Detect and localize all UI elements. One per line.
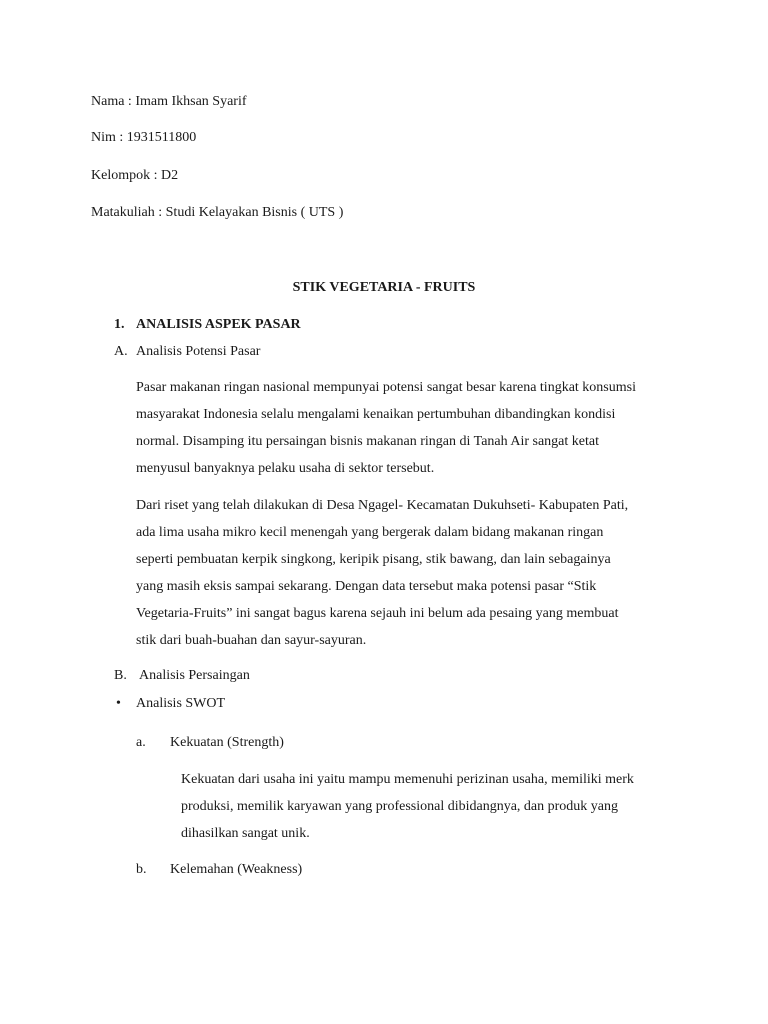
- paragraph-line: yang masih eksis sampai sekarang. Dengan data tersebut maka potensi pasar “Stik: [136, 579, 597, 594]
- nim-line: Nim : 1931511800: [91, 130, 197, 145]
- sub-b-heading: Analisis Persaingan: [139, 668, 250, 683]
- paragraph-line: stik dari buah-buahan dan sayur-sayuran.: [136, 633, 367, 648]
- paragraph-line: masyarakat Indonesia selalu mengalami kenaikan pertumbuhan dibandingkan kondisi: [136, 407, 616, 422]
- item-a-heading: Kekuatan (Strength): [170, 735, 284, 750]
- item-a-marker: a.: [136, 735, 146, 750]
- paragraph-line: normal. Disamping itu persaingan bisnis makanan ringan di Tanah Air sangat ketat: [136, 434, 599, 449]
- bullet-text: Analisis SWOT: [136, 696, 226, 711]
- paragraph-line: produksi, memilik karyawan yang professional dibidangnya, dan produk yang: [181, 799, 619, 814]
- matakuliah-line: Matakuliah : Studi Kelayakan Bisnis ( UTS ): [91, 205, 344, 220]
- paragraph-line: seperti pembuatan kerpik singkong, keripik pisang, stik bawang, dan lain sebagainya: [136, 552, 611, 567]
- paragraph-line: Pasar makanan ringan nasional mempunyai potensi sangat besar karena tingkat konsumsi: [136, 380, 636, 395]
- section-1-number: 1.: [114, 317, 125, 332]
- paragraph-line: ada lima usaha mikro kecil menengah yang bergerak dalam bidang makanan ringan: [136, 525, 604, 540]
- paragraph-line: Dari riset yang telah dilakukan di Desa Ngagel- Kecamatan Dukuhseti- Kabupaten Pati,: [136, 498, 629, 513]
- sub-b-marker: B.: [114, 668, 127, 683]
- paragraph-line: dihasilkan sangat unik.: [181, 826, 310, 841]
- nama-line: Nama : Imam Ikhsan Syarif: [91, 94, 247, 109]
- bullet-icon: •: [116, 696, 121, 711]
- paragraph-line: Vegetaria-Fruits” ini sangat bagus karena sejauh ini belum ada pesaing yang membuat: [136, 606, 619, 621]
- item-b-heading: Kelemahan (Weakness): [170, 862, 303, 877]
- paragraph-line: menyusul banyaknya pelaku usaha di sektor tersebut.: [136, 461, 435, 476]
- kelompok-line: Kelompok : D2: [91, 168, 179, 183]
- paragraph-line: Kekuatan dari usaha ini yaitu mampu memenuhi perizinan usaha, memiliki merk: [181, 772, 634, 787]
- item-b-marker: b.: [136, 862, 147, 877]
- section-1-heading: ANALISIS ASPEK PASAR: [136, 317, 301, 332]
- document-title: STIK VEGETARIA - FRUITS: [292, 280, 476, 295]
- sub-a-marker: A.: [114, 344, 128, 359]
- sub-a-heading: Analisis Potensi Pasar: [136, 344, 261, 359]
